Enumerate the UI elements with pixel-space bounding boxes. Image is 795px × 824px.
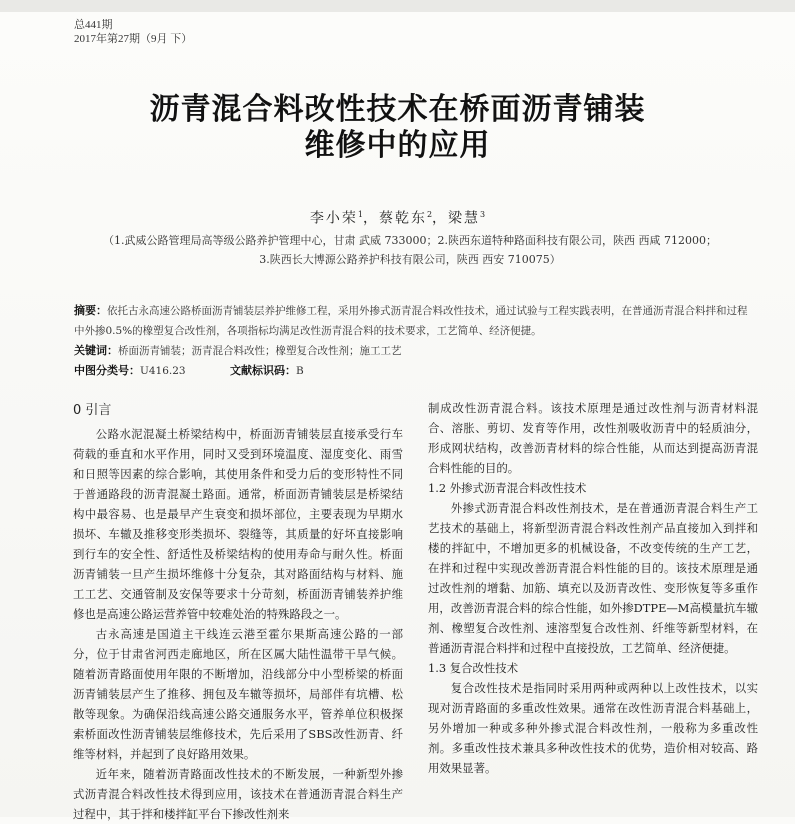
classification-row (74, 361, 750, 381)
author-affil-mark: 2 (426, 210, 433, 219)
abstract-text: 依托古永高速公路桥面沥青铺装层养护维修工程，采用外掺式沥青混合料改性技术，通过试验与工程实践表明，在普通沥青混合料拌和过程中外掺0.5%的橡塑复合改性剂，各项指标均满足改性沥青混合料的技术要求，工艺简单、经济便捷。 (74, 305, 748, 337)
issue-header (74, 18, 192, 46)
author-list: 李小荣$^1$，蔡乾东$^2$，梁慧$^3$ (309, 210, 486, 227)
doc-code-label: 文献标识码： (230, 364, 296, 377)
section-heading-intro: 0 引言 (73, 403, 112, 418)
author-affil-mark: 1 (357, 210, 363, 219)
doc-code-value: B (296, 365, 304, 377)
paragraph-continued: 制成改性沥青混合料。该技术原理是通过改性剂与沥青材料混合、溶胀、剪切、发育等作用，改性剂吸收沥青中的轻质油分，形成网状结构，改善沥青材料的综合性能，从而达到提高沥青混合料性能的目的。 (428, 401, 758, 475)
author-name: 李小荣 (309, 210, 358, 227)
paragraph: 近年来，随着沥青路面改性技术的不断发展，一种新型外掺式沥青混合料改性技术得到应用，该技术在普通沥青混合料生产过程中，其于拌和楼拌缸平台下掺改性剂来 (73, 767, 403, 821)
keywords (74, 341, 750, 361)
affiliation-line-1: （1.武威公路管理局高等级公路养护管理中心，甘肃 武威 733000；2.陕西东道特种路面科技有限公司，陕西 西咸 712000； (103, 234, 717, 247)
abstract (74, 301, 750, 341)
keywords-label: 关键词： (74, 344, 118, 357)
subsection-heading-1-3: 1.3 复合改性技术 (428, 661, 519, 675)
issue-total: 总441期 (74, 19, 113, 31)
paragraph: 公路水泥混凝土桥梁结构中，桥面沥青铺装层直接承受行车荷载的垂直和水平作用，同时又受到环境温度、湿度变化、雨雪和日照等因素的综合影响，其使用条件和受力后的变形特性不同于普通路段的沥青混凝土路面。通常，桥面沥青铺装层是桥梁结构中最容易、也是最早产生衰变和损坏部位，主要表现为早期水损坏、车辙及推移变形类损坏、裂缝等，其质量的好坏直接影响到行车的安全性、舒适性及桥梁结构的使用寿命与耐久性。桥面沥青铺装一旦产生损坏维修十分复杂，其对路面结构与材料、施工工艺、交通管制及安保等要求十分苛刻，桥面沥青铺装养护维修也是高速公路运营养管中较难处治的特殊路段之一。 (73, 427, 403, 621)
subsection-heading-1-2: 1.2 外掺式沥青混合料改性技术 (428, 481, 587, 495)
keywords-text: 桥面沥青铺装；沥青混合料改性；橡塑复合改性剂；施工工艺 (118, 345, 402, 357)
document-code (230, 361, 304, 381)
clc-number (74, 361, 230, 381)
body-column-right (428, 398, 758, 778)
paragraph: 古永高速是国道主干线连云港至霍尔果斯高速公路的一部分，位于甘肃省河西走廊地区，所在区属大陆性温带干旱气候。随着沥青路面使用年限的不断增加，沿线部分中小型桥梁的桥面沥青铺装层产生了推移、拥包及车辙等损坏，局部伴有坑槽、松散等现象。为确保沿线高速公路交通服务水平，管养单位积极探索桥面改性沥青铺装层维修技术，先后采用了SBS改性沥青、纤维等材料，并起到了良好路用效果。 (73, 627, 403, 761)
issue-date: 2017年第27期（9月 下） (74, 33, 193, 45)
title-line-1: 沥青混合料改性技术在桥面沥青铺装 (149, 92, 646, 127)
title-line-2: 维修中的应用 (304, 128, 491, 163)
affiliation-line-2: 3.陕西长大博源公路养护科技有限公司，陕西 西安 710075） (259, 253, 561, 266)
body-column-left (73, 398, 403, 824)
author-affil-mark: 3 (480, 210, 486, 219)
abstract-label: 摘要： (74, 304, 107, 317)
author-name: 蔡乾东 (378, 210, 427, 227)
paragraph: 外掺式沥青混合料改性剂技术，是在普通沥青混合料生产工艺技术的基础上，将新型沥青混合料改性剂产品直接加入到拌和楼的拌缸中，不增加更多的机械设备，不改变传统的生产工艺，在拌和过程中实现改善沥青混合料性能的目的。该技术原理是通过改性剂的增黏、加筋、填充以及沥青改性、变形恢复等多重作用，改善沥青混合料的综合性能，如外掺DTPE—M高模量抗车辙剂、橡塑复合改性剂、速溶型复合改性剂、纤维等新型材料，在普通沥青混合料拌和过程中直接投放，工艺简单、经济便捷。 (428, 501, 758, 655)
paragraph: 复合改性技术是指同时采用两种或两种以上改性技术，以实现对沥青路面的多重改性效果。通常在改性沥青混合料基础上，另外增加一种或多种外掺式混合料改性剂，一般称为多重改性剂。多重改性技术兼具多种改性技术的优势，造价相对较高、路用效果显著。 (428, 681, 758, 775)
author-name: 梁慧 (448, 210, 481, 227)
clc-label: 中图分类号： (74, 364, 140, 377)
abstract-block (74, 301, 750, 381)
scan-edge (0, 0, 795, 12)
clc-value: U416.23 (140, 365, 186, 377)
affiliations (80, 231, 740, 269)
article-title (0, 92, 795, 164)
